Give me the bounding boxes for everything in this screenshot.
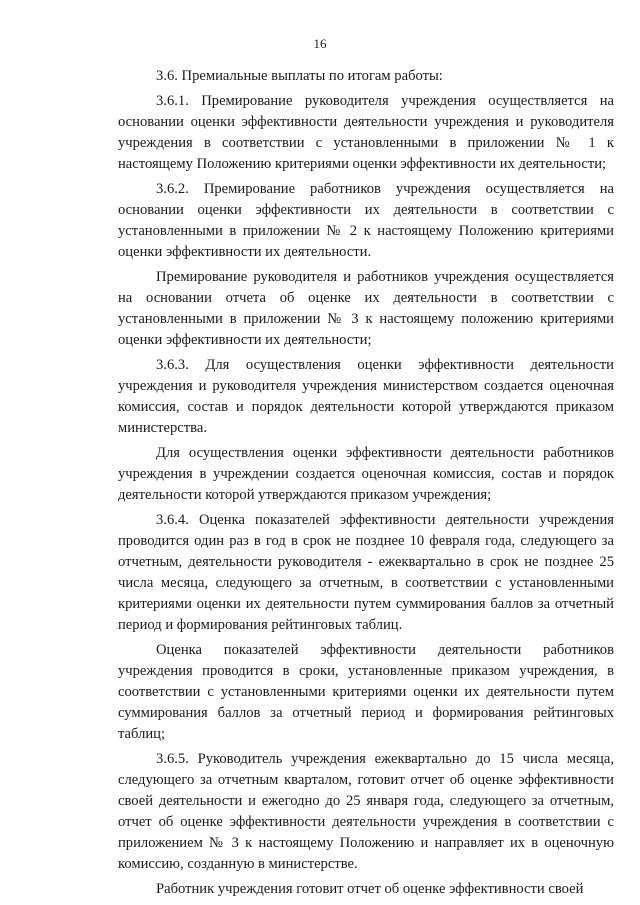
paragraph-3-6-5: 3.6.5. Руководитель учреждения ежеквартально до 15 числа месяца, следующего за отчетным кварталом, готовит отчет об оценке эффективности своей деятельности и ежегодно до 25 января года, следующего за отчетным, отчет об оценке эффективности деятельности учреждения в соответствии с приложением № 3 к настоящему Положению и направляет их в оценочную комиссию, созданную в министерстве. (118, 751, 614, 872)
paragraph-3-6-2: 3.6.2. Премирование работников учреждения осуществляется на основании оценки эффективности их деятельности в соответствии с установленными в приложении № 2 к настоящему Положению критериями оценки эффективности их деятельности. (118, 181, 614, 260)
document-body (118, 66, 614, 900)
paragraph-staff-evaluation: Оценка показателей эффективности деятельности работников учреждения проводится в сроки, установленные приказом учреждения, в соответствии с установленными критериями оценки их деятельности путем суммирования баллов за отчетный период и формирования рейтинговых таблиц; (118, 642, 614, 742)
paragraph-3-6-3: 3.6.3. Для осуществления оценки эффективности деятельности учреждения и руководителя учреждения министерством создается оценочная комиссия, состав и порядок деятельности которой утверждаются приказом министерства. (118, 357, 614, 436)
paragraph-staff-commission: Для осуществления оценки эффективности деятельности работников учреждения в учреждении создается оценочная комиссия, состав и порядок деятельности которой утверждаются приказом учреждения; (118, 445, 614, 503)
paragraph-bonus-basis: Премирование руководителя и работников учреждения осуществляется на основании отчета об оценке их деятельности в соответствии с установленными в приложении № 3 к настоящему положению критериями оценки эффективности их деятельности; (118, 269, 614, 348)
section-heading-3-6: 3.6. Премиальные выплаты по итогам работы: (156, 68, 443, 84)
page-number: 16 (313, 36, 327, 51)
paragraph-3-6-1: 3.6.1. Премирование руководителя учреждения осуществляется на основании оценки эффективности деятельности учреждения и руководителя учреждения в соответствии с установленными в приложении № 1 к настоящему Положению критериями оценки эффективности их деятельности; (118, 93, 614, 172)
paragraph-3-6-4: 3.6.4. Оценка показателей эффективности деятельности учреждения проводится один раз в год в срок не позднее 10 февраля года, следующего за отчетным, деятельности руководителя - ежеквартально в срок не позднее 25 числа месяца, следующего за отчетным, в соответствии с установленными критериями оценки их деятельности путем суммирования баллов за отчетный период и формирования рейтинговых таблиц. (118, 512, 614, 633)
paragraph-staff-report: Работник учреждения готовит отчет об оценке эффективности своей (156, 881, 584, 897)
